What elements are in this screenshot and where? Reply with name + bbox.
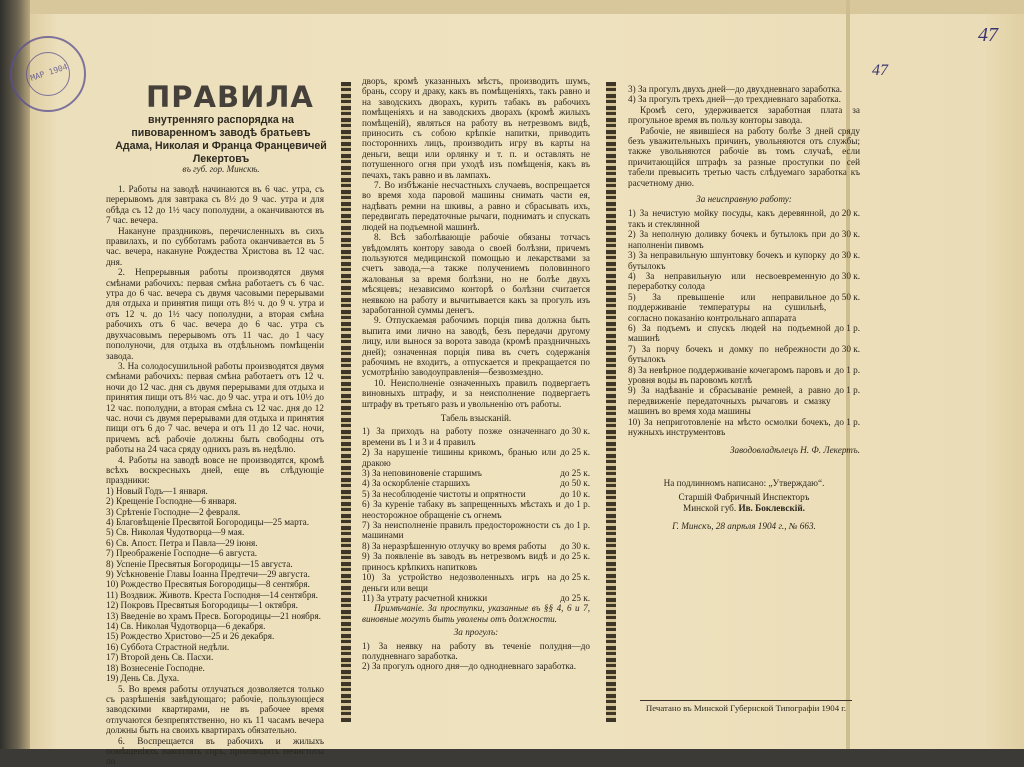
careless-row-text: 10) За неприготовленіе на мѣсто осмолки бочекъ, нужныхъ инструментовъ (628, 416, 831, 437)
careless-row-text: 8) За невѣрное поддерживаніе кочегаромъ паровъ и уровня воды въ паровомъ котлѣ (628, 364, 831, 385)
owner-signature: Заводовладѣлецъ Н. Ф. Лекертъ. (729, 445, 860, 456)
careless-row (628, 344, 860, 365)
rule-paragraph: 1. Работы на заводѣ начинаются въ 6 час. утра, съ перерывомъ для завтрака съ 8½ до 9 час. утра и для обѣда съ 12 до 1½ часу пополудни, а оканчиваются въ 7 час. вечера. (106, 184, 324, 226)
careless-row-text: 2) За неполную доливку бочекъ и бутылокъ при наполненіи пивомъ (628, 229, 827, 250)
penalty-row (362, 593, 590, 603)
rule-paragraph: 8. Всѣ заболѣвающіе рабочіе обязаны тотчасъ увѣдомлять контору завода о своей болѣзни, причемъ пользуются медицинской помощью и лекарствами за счетъ завода,—а также получениемъ половинного жалованья за время болѣзни, но не болѣе двухъ мѣсяцевъ; независимо конторѣ о болѣзни считается неявкою на работу и вычитывается какъ за прогулъ изъ заработанной суммы денегъ. (362, 232, 590, 315)
penalty-row-fine: до 1 р. (564, 499, 590, 510)
careless-row-text: 7) За порчу бочекъ и домку по небрежности бутылокъ (628, 343, 827, 365)
penalty-row-text: 6) За куреніе табаку въ запрещенныхъ мѣстахъ и неосторожное обращеніе съ огнемъ (362, 499, 561, 520)
holiday-item: 8) Успеніе Пресвятыя Богородицы—15 августа. (106, 558, 293, 569)
inspector-name: Ив. Боклевскій. (738, 502, 805, 513)
penalty-row-fine: до 1 р. (564, 520, 590, 531)
date-line: Г. Минскъ, 28 апрѣля 1904 г., № 663. (672, 521, 816, 532)
penalty-row (362, 447, 590, 468)
penalty-row (362, 468, 590, 478)
rule-paragraph: 10. Неисполненіе означенныхъ правилъ подвергаетъ виновныхъ штрафу, и за неисполнение подвергаетъ штрафу въ третьяго разъ и увольненію отъ работы. (362, 377, 590, 409)
binding-edge (0, 0, 30, 749)
careless-row-text: 5) За превышеніе или неправильное поддерживаніе температуры на сушильнѣ, согласно показанію контрольнаго аппарата (628, 291, 827, 323)
penalty-row (362, 520, 590, 541)
careless-row-text: 3) За неправильную шпунтовку бочекъ и купорку бутылокъ (628, 250, 827, 271)
holiday-item: 9) Усѣкновеніе Главы Іоанна Предтечи—29 августа. (106, 569, 310, 580)
careless-row-text: 1) За нечистую мойку посуды, какъ деревянной, такъ и стеклянной (628, 208, 827, 229)
penalty-row-text: 7) За неисполненіе правилъ предосторожности съ машинами (362, 520, 561, 541)
absence-item: 2) За прогулъ одного дня—до однодневнаго заработка. (362, 661, 577, 672)
penalty-row-fine: до 30 к. (560, 540, 590, 551)
rule-paragraph: 5. Во время работы отлучаться дозволяется только съ разрѣшенія завѣдующаго; рабочіе, пользующіеся заводскими квартирами, не въ рабочее время отлучаются безпрепятственно, но къ 11 часамъ вечера должны быть на своихъ квартирахъ обязательно. (106, 683, 324, 736)
holiday-item: 2) Крещеніе Господне—6 января. (106, 496, 237, 507)
penalty-table-title: Табель взысканій. (440, 413, 512, 423)
penalty-row (362, 551, 590, 572)
careless-row-fine: до 1 р. (834, 364, 860, 375)
holiday-item: 16) Суббота Страстной недѣли. (106, 641, 230, 652)
holiday-item: 5) Св. Николая Чудотворца—9 мая. (106, 527, 245, 538)
penalty-row (362, 541, 590, 551)
careless-row (628, 271, 860, 292)
holiday-item: 13) Введеніе во храмъ Пресв. Богородицы—21 ноября. (106, 610, 321, 621)
archive-page-number-secondary: 47 (872, 62, 888, 79)
rule-paragraph: 7. Во избѣжаніе несчастныхъ случаевъ, воспрещается во время хода паровой машины снимать части ея, надѣвать ремни на шкивы, а равно и сбрасывать ихъ, передвигать передаточные рычаги, подниматъ и спускать людей на подъемной машинѣ. (362, 180, 590, 232)
penalty-row-fine: до 25 к. (560, 572, 590, 583)
penalty-row-fine: до 50 к. (560, 478, 590, 489)
careless-row-text: 4) За неправильную или несвоевременную переработку солода (628, 270, 827, 292)
careless-row-fine: до 30 к. (830, 343, 860, 354)
rules-column-2 (362, 76, 590, 672)
careless-row-fine: до 1 р. (834, 322, 860, 333)
careless-row (628, 250, 860, 271)
column-ornament-right (606, 82, 616, 722)
careless-row (628, 323, 860, 344)
careless-row (628, 385, 860, 416)
rule-paragraph: 6. Воспрещается въ рабочихъ и жилыхъ помѣщеніяхъ накоплять соръ, производить нечистоты по (106, 735, 324, 767)
penalty-row-text: 8) За неразрѣшенную отлучку во время работы (362, 540, 547, 551)
penalty-row-text: 1) За приходъ на работу позже означеннаго времени въ 1 и 3 и 4 правилъ (362, 426, 557, 447)
careless-title: За неисправную работу: (696, 194, 792, 205)
top-paper-edge (30, 0, 1024, 14)
holiday-list (106, 486, 324, 684)
holiday-item: 18) Вознесеніе Господне. (106, 662, 205, 673)
document-title: ПРАВИЛА (146, 80, 314, 114)
penalty-row-fine: до 25 к. (560, 447, 590, 458)
penalty-row (362, 489, 590, 499)
penalty-row (362, 426, 590, 447)
holiday-item: 1) Новый Годъ—1 января. (106, 485, 208, 496)
inspector-line (628, 503, 860, 513)
careless-row (628, 365, 860, 386)
holiday-item: 4) Благовѣщеніе Пресвятой Богородицы—25 марта. (106, 517, 310, 527)
penalty-row-text: 3) За неповиновеніе старшимъ (362, 468, 482, 479)
holiday-item: 14) Св. Николая Чудотворца—6 декабря. (106, 621, 266, 632)
absence-item: 4) За прогулъ трехъ дней—до трехдневнаго заработка. (628, 94, 841, 105)
careless-row-text: 6) За подъемъ и спускъ людей на подъемной машинѣ (628, 322, 831, 344)
penalty-row-fine: до 25 к. (560, 592, 590, 603)
holiday-item: 11) Воздвиж. Животв. Креста Господня—14 сентября. (106, 589, 318, 600)
penalty-list (362, 426, 590, 603)
document-subtitle: внутренняго распорядка на пивоваренномъ заводѣ братьевъ Адама, Николая и Франца Францевичей Лекертовъ (115, 114, 327, 165)
rules-column-1 (106, 184, 324, 767)
rule-paragraph: 3. На солодосушильной работы производятся двумя смѣнами рабочихъ: первая смѣна работаетъ отъ 12 ч. ночи до 12 час. дня съ двумя перерывами для отдыха и принятия пищи отъ 8½ час. до 9 час. утра и отъ 10½ до 12 час. пополудни, а вторая смѣна съ 12 час. дня до 12 час. ночи съ двумя перерывами для отдыха и принятия пищи отъ 6 до 7 час. вечера и отъ 11 до 12 час. ночи, причемъ всѣ рабочіе должны быть свободны отъ работы на 24 часа сряду однихъ разъ въ недѣлю. (106, 360, 324, 455)
penalty-row-text: 11) За утрату расчетной книжки (362, 592, 488, 603)
document-city: въ губ. гор. Минскѣ. (182, 164, 260, 174)
rule-paragraph: дворъ, кромѣ указанныхъ мѣстъ, производить шумъ, брань, ссору и драку, какъ въ помѣщеніяхъ, такъ равно и на заводскихъ дворахъ, курить табакъ въ рабочихъ помѣщеніяхъ и на заводскихъ дворахъ (кромѣ жилыхъ помѣщеній), являться на работу въ нетрезвомъ видѣ, приносить съ собою крѣпкіе напитки, приводить постороннихъ лицъ, производить игру въ карты на деньги, вещи или орлянку и т. п. и оставлять не потушенного огня при уходѣ изъ помѣщенія, какъ въ печахъ, такъ равно и въ лампахъ. (362, 76, 590, 180)
inspector-title: Старшій Фабричный Инспекторъ (678, 492, 810, 503)
penalty-note: Примѣчаніе. За проступки, указанные въ §§ 4, 6 и 7, виновные могутъ быть уволены отъ должности. (362, 603, 590, 624)
penalty-row (362, 499, 590, 520)
penalty-row-text: 9) За появленіе въ заводъ въ нетрезвомъ видѣ и приносъ крѣпкихъ напитковъ (362, 551, 557, 572)
penalty-row-text: 10) За устройство недозволенныхъ игръ на деньги или вещи (362, 572, 557, 593)
careless-row-fine: до 1 р. (834, 385, 860, 396)
rule-paragraph: 9. Отпускаемая рабочимъ порція пива должна быть выпита ими лично на заводѣ, безъ передачи другому лицу, или вынося за ворота завода (кромѣ праздничныхъ дней); означенная порція пива въ счетъ содержанія рабочимъ не входитъ, а отпускается и прекращается по усмотрѣнію заводоуправленія—безвозмездно. (362, 315, 590, 378)
rule-paragraph: 2. Непрерывныя работы производятся двумя смѣнами рабочихъ: первая смѣна работаетъ съ 6 час. утра до 6 час. вечера съ двумя часовыми перерывами для отдыха и принятия пищи отъ 8½ ч. до 9 ч. утра и отъ 12 ч. до 1½ часу пополудни, а вторая смѣна рабочихъ отъ 6 час. вечера до 6 час. утра съ двухчасовымъ перерывомъ отъ 11 час. до 1 часу пополуночи, для отдыха въ отдѣльномъ помѣщеніи завода. (106, 267, 324, 361)
stamp-text: МАР 1904 (29, 62, 69, 83)
careless-list (628, 208, 860, 437)
careless-row-fine: до 20 к. (830, 208, 860, 219)
column-ornament-left (341, 82, 351, 722)
approval-note: На подлинномъ написано: „Утверждаю“. (663, 477, 825, 488)
careless-row-fine: до 30 к. (830, 270, 860, 281)
rule-paragraph: Накануне праздниковъ, перечисленныхъ въ сихъ правилахъ, и по субботамъ работа оканчивается въ 5 час. вечера, накануне Рождества Христова въ 12 час. дня. (106, 225, 324, 267)
rule-paragraph: Рабочіе, не явившіеся на работу болѣе 3 дней сряду безъ уважительныхъ причинъ, увольняются отъ службы; также увольняются рабочіе въ томъ случаѣ, если причитающійся штрафъ за разные проступки по сей табели превысить третью часть слѣдуемаго заработка къ расчетному дню. (628, 125, 860, 188)
careless-row (628, 292, 860, 323)
absence-item: 3) За прогулъ двухъ дней—до двухдневнаго заработка. (628, 84, 843, 94)
careless-row (628, 229, 860, 250)
holiday-item: 15) Рождество Христово—25 и 26 декабря. (106, 631, 275, 642)
careless-row-fine: до 30 к. (830, 229, 860, 240)
careless-row-fine: до 30 к. (830, 250, 860, 261)
holiday-item: 7) Преображеніе Господне—6 августа. (106, 548, 258, 559)
penalty-row (362, 572, 590, 593)
careless-row-fine: до 1 р. (834, 416, 860, 427)
holiday-item: 12) Покровъ Пресвятыя Богородицы—1 октября. (106, 600, 298, 611)
penalty-row (362, 478, 590, 488)
penalty-row-text: 5) За несоблюденіе чистоты и опрятности (362, 488, 526, 499)
holiday-item: 17) Второй день Св. Пасхи. (106, 652, 214, 663)
penalty-row-fine: до 10 к. (560, 488, 590, 499)
archive-page-number: 47 (978, 24, 998, 46)
penalty-row-fine: до 30 к. (560, 426, 590, 437)
careless-row-fine: до 50 к. (830, 291, 860, 302)
rules-column-3 (628, 84, 860, 531)
holiday-item: 10) Рождество Пресвятыя Богородицы—8 сентября. (106, 579, 310, 590)
careless-row (628, 417, 860, 438)
penalty-row-text: 4) За оскорбленіе старшихъ (362, 478, 470, 489)
holiday-item: 3) Срѣтеніе Господне—2 февраля. (106, 506, 241, 517)
archive-stamp (10, 36, 86, 112)
rule-paragraph: 4. Работы на заводѣ вовсе не производятся, кромѣ всѣхъ воскресныхъ дней, еще въ слѣдующіе праздники: (106, 454, 324, 486)
printer-imprint: Печатано въ Минской Губернской Типографіи 1904 г. (640, 700, 852, 713)
absence-title: За прогулъ: (453, 627, 499, 638)
rule-paragraph: Кромѣ сего, удерживается заработная плата за прогульное время въ пользу конторы завода. (628, 104, 860, 126)
absence-item: 1) За неявку на работу въ теченіе полудня—до полудневнаго заработка. (362, 640, 590, 661)
careless-row-text: 9) За надѣваніе и сбрасываніе ремней, а равно передвиженіе передаточныхъ рычаговъ и смазку машинъ во время хода машины (628, 385, 831, 417)
holiday-item: 19) День Св. Духа. (106, 673, 180, 684)
inspector-region: Минской губ. (683, 502, 737, 513)
careless-row (628, 208, 860, 229)
penalty-row-fine: до 25 к. (560, 551, 590, 562)
penalty-row-fine: до 25 к. (560, 468, 590, 479)
holiday-item: 6) Св. Апост. Петра и Павла—29 іюня. (106, 537, 258, 548)
penalty-row-text: 2) За нарушеніе тишины крикомъ, бранью или дракою (362, 447, 557, 468)
